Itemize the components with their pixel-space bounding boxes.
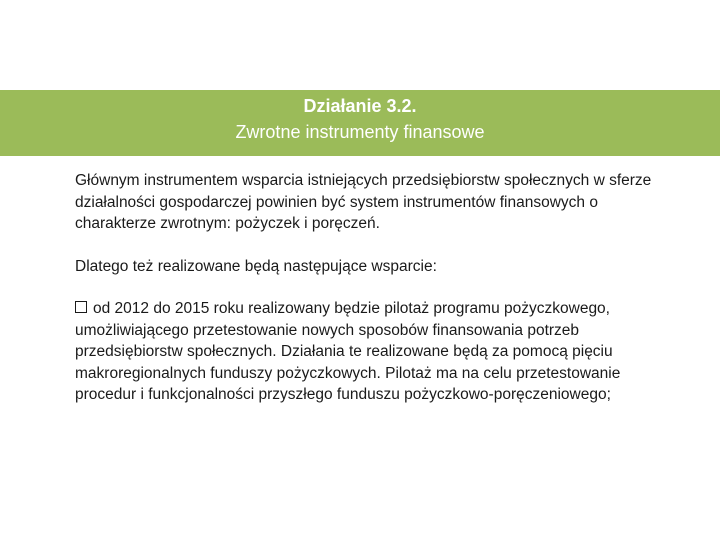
slide-title: Działanie 3.2. bbox=[303, 96, 417, 116]
slide-body bbox=[75, 170, 655, 406]
checkbox-icon bbox=[75, 301, 87, 313]
bullet-text: od 2012 do 2015 roku realizowany będzie pilotaż programu pożyczkowego, umożliwiającego przetestowanie nowych sposobów finansowania potrzeb przedsiębiorstw społecznych. Działania te realizowane będą za pomocą pięciu makroregionalnych funduszy pożyczkowych. Pilotaż ma na celu przetestowanie procedur i funkcjonalności przyszłego funduszu pożyczkowo-poręczeniowego; bbox=[75, 300, 621, 403]
support-intro-paragraph: Dlatego też realizowane będą następujące wsparcie: bbox=[75, 257, 437, 275]
title-band bbox=[0, 90, 720, 156]
bullet-item bbox=[75, 298, 655, 406]
intro-paragraph: Głównym instrumentem wsparcia istniejących przedsiębiorstw społecznych w sferze działalności gospodarczej powinien być system instrumentów finansowych o charakterze zwrotnym: pożyczek i poręczeń. bbox=[75, 172, 652, 232]
slide-subtitle: Zwrotne instrumenty finansowe bbox=[235, 122, 485, 142]
